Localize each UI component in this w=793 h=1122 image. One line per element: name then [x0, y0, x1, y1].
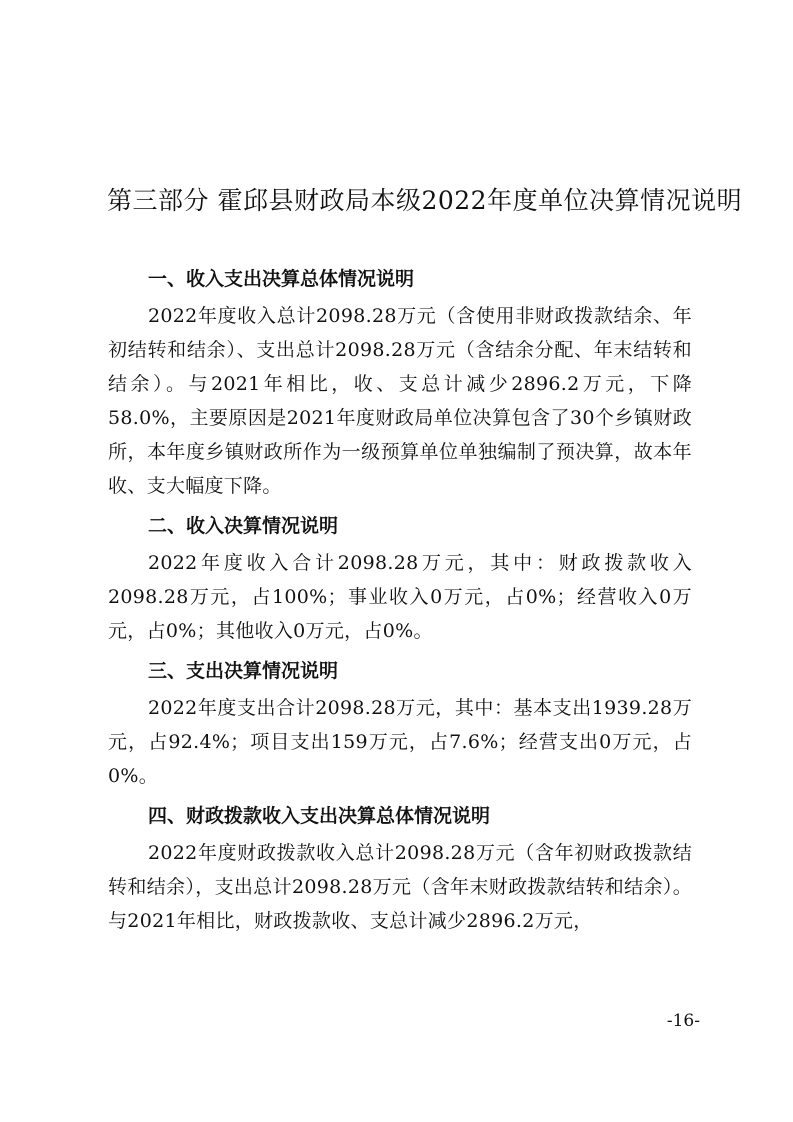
section-heading-4: 四、财政拨款收入支出决算总体情况说明: [148, 805, 491, 827]
document-body: [108, 256, 692, 938]
section-heading-1: 一、收入支出决算总体情况说明: [148, 268, 415, 290]
document-title: 第三部分 霍邱县财政局本级2022年度单位决算情况说明: [107, 186, 743, 215]
page-number: -16-: [666, 1011, 700, 1031]
section-paragraph-3: 2022年度支出合计2098.28万元，其中：基本支出1939.28万元，占92.4%；项目支出159万元，占7.6%；经营支出0万元，占0%。: [108, 697, 692, 787]
section-paragraph-1: 2022年度收入总计2098.28万元（含使用非财政拨款结余、年初结转和结余）、支出总计2098.28万元（含结余分配、年末结转和结余）。与2021年相比，收、支总计减少2896.2万元，下降58.0%，主要原因是2021年度财政局单位决算包含了30个乡镇财政所，本年度乡镇财政所作为一级预算单位单独编制了预决算，故本年收、支大幅度下降。: [108, 305, 692, 497]
section-heading-3: 三、支出决算情况说明: [148, 660, 339, 682]
section-paragraph-4: 2022年度财政拨款收入总计2098.28万元（含年初财政拨款结转和结余），支出总计2098.28万元（含年末财政拨款结转和结余）。与2021年相比，财政拨款收、支总计减少2896.2万元，: [108, 842, 692, 932]
section-paragraph-2: 2022年度收入合计2098.28万元，其中：财政拨款收入2098.28万元，占100%；事业收入0万元，占0%；经营收入0万元，占0%；其他收入0万元，占0%。: [108, 552, 692, 642]
section-heading-2: 二、收入决算情况说明: [148, 515, 339, 537]
